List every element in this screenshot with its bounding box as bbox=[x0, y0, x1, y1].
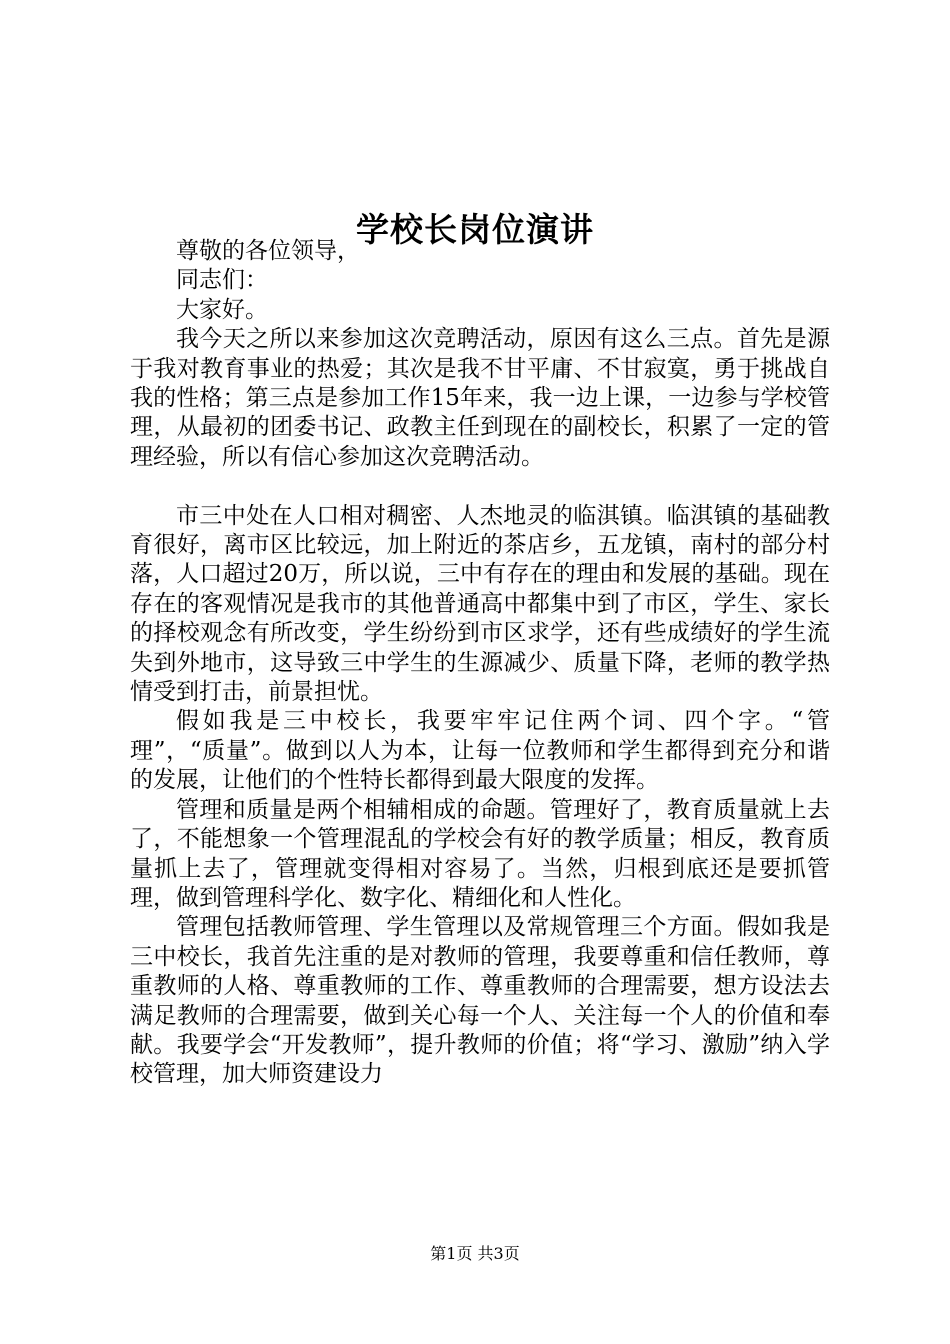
body-paragraph: 管理包括教师管理、学生管理以及常规管理三个方面。假如我是三中校长，我首先注重的是对教师的管理，我要尊重和信任教师，尊重教师的人格、尊重教师的工作、尊重教师的合理需要，想方设法去满足教师的合理需要，做到关心每一个人、关注每一个人的价值和奉献。我要学会“开发教师”，提升教师的价值；将“学习、激励”纳入学校管理，加大师资建设力 bbox=[130, 914, 830, 1088]
paragraph-spacer bbox=[130, 472, 830, 501]
page-footer: 第1页 共3页 bbox=[430, 1244, 520, 1263]
body-paragraph: 管理和质量是两个相辅相成的命题。管理好了，教育质量就上去了，不能想象一个管理混乱的学校会有好的教学质量；相反，教育质量抓上去了，管理就变得相对容易了。当然，归根到底还是要抓管理，做到管理科学化、数字化、精细化和人性化。 bbox=[130, 796, 830, 911]
salutation-paragraph: 同志们： bbox=[176, 267, 268, 294]
body-paragraph: 我今天之所以来参加这次竞聘活动，原因有这么三点。首先是源于我对教育事业的热爱；其次是我不甘平庸、不甘寂寞，勇于挑战自我的性格；第三点是参加工作15年来，我一边上课，一边参与学校管理，从最初的团委书记、政教主任到现在的副校长，积累了一定的管理经验，所以有信心参加这次竞聘活动。 bbox=[130, 326, 830, 470]
greeting-paragraph: 大家好。 bbox=[176, 296, 268, 323]
body-paragraph: 市三中处在人口相对稠密、人杰地灵的临淇镇。临淇镇的基础教育很好，离市区比较远，加上附近的茶店乡，五龙镇，南村的部分村落，人口超过20万，所以说，三中有存在的理由和发展的基础。现在存在的客观情况是我市的其他普通高中都集中到了市区，学生、家长的择校观念有所改变，学生纷纷到市区求学，还有些成绩好的学生流失到外地市，这导致三中学生的生源减少、质量下降，老师的教学热情受到打击，前景担忧。 bbox=[130, 502, 830, 706]
body-paragraph: 假如我是三中校长，我要牢牢记住两个词、四个字。“管理”，“质量”。做到以人为本，让每一位教师和学生都得到充分和谐的发展，让他们的个性特长都得到最大限度的发挥。 bbox=[130, 708, 830, 794]
document-body bbox=[130, 237, 830, 1090]
document-title: 学校长岗位演讲 bbox=[356, 210, 594, 250]
salutation-paragraph: 尊敬的各位领导， bbox=[176, 238, 360, 264]
